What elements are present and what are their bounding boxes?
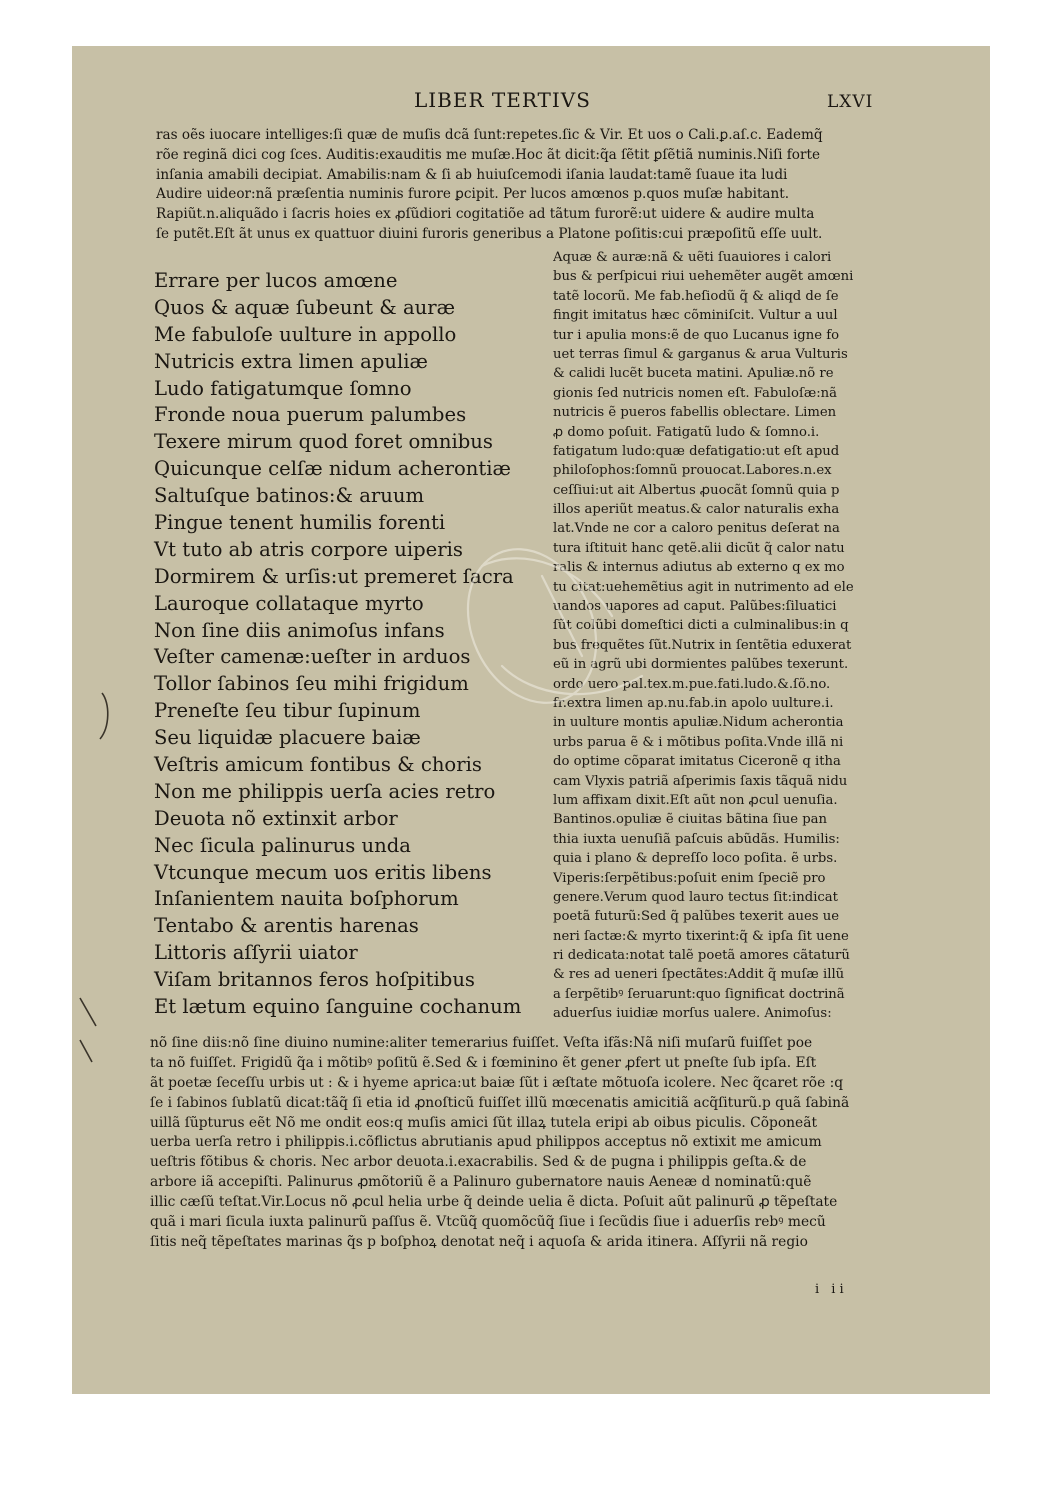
- running-title: LIBER TERTIVS: [414, 88, 591, 112]
- verse-line: Dormirem & urſis:ut premeret ſacra: [154, 564, 514, 588]
- commentary-line: ſitis neq̃ tẽpeſtates marinas q̃s p boſphoꝝ denotat neq̃ i aquoſa & arida itinera. Aſſyrii nã regio: [150, 1233, 808, 1250]
- commentary-line: poetã futurũ:Sed q̃ palũbes texerit aues ue: [553, 909, 840, 925]
- verse-line: Nutricis extra limen apuliæ: [154, 349, 428, 373]
- commentary-line: ſe i ſabinos ſublatũ dicat:tãq̃ ſi etia id ꝓnoſticũ fuiſſet illũ mœcenatis amicitiã acq̃ſiturũ.p quã ſabinã: [150, 1094, 850, 1111]
- commentary-line: ta nõ fuiſſet. Frigidũ q̃a i mõtibꝰ poſitũ ẽ.Sed & i fœminino ẽt gener ꝓfert ut pneſte ſub ipſa. Eſt: [150, 1054, 817, 1071]
- verse-line: Texere mirum quod foret omnibus: [154, 430, 493, 454]
- commentary-line: gionis ſed nutricis nomen eſt. Fabuloſæ:nã: [553, 385, 838, 401]
- commentary-line: ꝓ domo poſuit. Fatigatũ ludo & ſomno.i.: [553, 424, 820, 440]
- commentary-line: fatigatum ludo:quæ defatigatio:ut eſt apud: [553, 443, 840, 459]
- commentary-line: nutricis ẽ pueros fabellis oblectare. Limen: [553, 405, 837, 421]
- commentary-line: inſania amabili decipiat. Amabilis:nam & ſi ab huiuſcemodi iſania laudat:tamẽ ſuaue ita ludi: [156, 166, 788, 183]
- commentary-line: quã i mari ſicula iuxta palinurũ paſſus ẽ. Vtcũq̃ quomõcũq̃ ſiue i ſecũdis ſiue i aduerſis rebꝰ mecũ: [150, 1214, 826, 1231]
- verse-line: Preneſte ſeu tibur ſupinum: [154, 699, 421, 723]
- commentary-line: ãt poetæ ſeceſſu urbis ut : & i hyeme aprica:ut baiæ ſũt i æſtate mõtuoſa icolere. Nec q̃caret rõe :q: [150, 1074, 844, 1091]
- commentary-line: ri dedicata:notat talẽ poetã amores cãtaturũ: [553, 948, 850, 964]
- commentary-line: Rapiũt.n.aliquãdo i ſacris hoies ex ꝓſũdiori cogitatiõe ad tãtum furorẽ:ut uidere & audire multa: [156, 206, 815, 223]
- verse-line: Viſam britannos feros hoſpitibus: [154, 968, 475, 992]
- verse-line: Inſanientem nauita boſphorum: [154, 887, 459, 911]
- commentary-line: fr.extra limen ap.nu.fab.in apolo uulture.i.: [553, 695, 834, 711]
- commentary-line: ueſtris fõtibus & choris. Nec arbor deuota.i.exacrabilis. Sed & de pugna i philippis geſta.& de: [150, 1154, 807, 1171]
- commentary-line: eũ in agrũ ubi dormientes palũbes texerunt.: [553, 657, 849, 673]
- commentary-line: in uulture montis apuliæ.Nidum acherontia: [553, 715, 844, 731]
- commentary-line: Audire uideor:nã præſentia numinis furore ꝑcipit. Per lucos amœnos p.quos muſæ habitant.: [156, 186, 790, 203]
- verse-line: Nec ſicula palinurus unda: [154, 833, 411, 857]
- commentary-line: tur i apulia mons:ẽ de quo Lucanus igne fo: [553, 327, 840, 343]
- commentary-line: ralis & internus adiutus ab externo q ex mo: [553, 560, 845, 576]
- verse-line: Fronde noua puerum palumbes: [154, 403, 467, 427]
- verse-line: Veſtris amicum fontibus & choris: [154, 753, 482, 777]
- commentary-line: tura iſtituit hanc qetẽ.alii dicũt q̃ calor natu: [553, 540, 845, 556]
- verse-line: Quicunque celſæ nidum acherontiæ: [154, 457, 511, 481]
- commentary-line: uet terras ſimul & garganus & arua Vulturis: [553, 346, 848, 362]
- verse-line: Seu liquidæ placuere baiæ: [154, 726, 421, 750]
- commentary-line: philoſophos:ſomnũ prouocat.Labores.n.ex: [553, 463, 832, 479]
- folio-number: LXVI: [827, 92, 874, 112]
- signature-mark: i ii: [815, 1282, 848, 1297]
- verse-line: Me fabuloſe uulture in appollo: [154, 322, 457, 346]
- book-page: [72, 46, 990, 1394]
- commentary-line: tu citat:uehemẽtius agit in nutrimento ad ele: [553, 579, 854, 595]
- verse-line: Lauroque collataque myrto: [154, 591, 424, 615]
- top-commentary: [156, 126, 966, 245]
- commentary-line: Aquæ & auræ:nã & uẽti ſuauiores i calori: [553, 250, 832, 265]
- margin-bracket-mark: [96, 691, 116, 741]
- commentary-line: neri ſactæ:& myrto tixerint:q̃ & ipſa ſit uene: [553, 928, 849, 944]
- verse-line: Non ſine diis animoſus infans: [154, 618, 445, 642]
- verse-line: Quos & aquæ ſubeunt & auræ: [154, 295, 456, 319]
- commentary-line: & res ad ueneri ſpectãtes:Addit q̃ muſæ illũ: [553, 967, 845, 983]
- commentary-line: ceſſiui:ut ait Albertus ꝓuocãt ſomnũ quia p: [553, 482, 840, 498]
- commentary-line: aduerſus iuidiæ morſus ualere. Animoſus:: [553, 1006, 832, 1022]
- verse-line: Deuota nõ extinxit arbor: [154, 806, 398, 830]
- commentary-line: & calidi lucẽt buceta matini. Apuliæ.nõ re: [553, 366, 834, 382]
- verse-line: Non me philippis uerſa acies retro: [154, 779, 496, 803]
- commentary-line: a ſerpẽtibꝰ ſeruarunt:quo ſignificat doctrinã: [553, 986, 845, 1002]
- verse-line: Tollor ſabinos ſeu mihi frigidum: [154, 672, 469, 696]
- verse-line: Saltuſque batinos:& aruum: [154, 484, 425, 508]
- verse-line: Ludo fatigatumque ſomno: [154, 376, 412, 400]
- commentary-line: tatẽ locorũ. Me fab.heſiodũ q̃ & aliqd de ſe: [553, 288, 839, 304]
- commentary-line: cam Vlyxis patriã aſperimis ſaxis tãquã nidu: [553, 773, 848, 789]
- commentary-line: uillã ſũpturus eẽt Nõ me ondit eos:q muſis amici ſũt illaꝝ tutela eripi ab oibus piculis. Cõponeãt: [150, 1114, 817, 1131]
- commentary-line: ſe putẽt.Eſt ãt unus ex quattuor diuini furoris generibus a Platone poſitis:cui præpoſitũ eſſe uult.: [156, 225, 823, 242]
- verse-line: Vt tuto ab atris corpore uiperis: [154, 537, 463, 561]
- commentary-line: Viperis:ſerpẽtibus:poſuit enim ſpeciẽ pro: [553, 870, 826, 886]
- right-commentary: [553, 248, 925, 1024]
- verse-line: Vtcunque mecum uos eritis libens: [154, 860, 492, 884]
- verse-line: Et lætum equino ſanguine cochanum: [154, 995, 522, 1019]
- commentary-line: genere.Verum quod lauro tectus ſit:indicat: [553, 889, 838, 905]
- verse-line: Errare per lucos amœne: [154, 269, 398, 292]
- commentary-line: do optime cõparat imitatus Ciceronẽ q itha: [553, 754, 841, 770]
- verse-line: Pingue tenent humilis forenti: [154, 511, 446, 535]
- commentary-line: rõe reginã dici cog ſces. Auditis:exauditis me muſæ.Hoc ãt dicit:q̃a ſẽtit ꝑſẽtiã numinis.Niſi forte: [156, 146, 820, 163]
- poem-verses: [154, 268, 554, 1021]
- commentary-line: uandos uapores ad caput. Palũbes:ſiluatici: [553, 599, 837, 615]
- commentary-line: lat.Vnde ne cor a caloro penitus deſerat na: [553, 521, 840, 537]
- commentary-line: ſũt colũbi domeſtici dicti a culminalibus:in q: [553, 618, 849, 634]
- commentary-line: uerba uerſa retro i philippis.i.cõflictus abrutianis apud philippos acceptus nõ extixit me amicum: [150, 1134, 822, 1151]
- commentary-line: illic cæſũ teſtat.Vir.Locus nõ ꝓcul helia urbe q̃ deinde uelia ẽ dicta. Poſuit aũt palinurũ ꝓ tẽpeſtate: [150, 1194, 838, 1211]
- bottom-commentary: [150, 1034, 968, 1253]
- commentary-line: arbore iã accepiſti. Palinurus ꝓmõtoriũ ẽ a Palinuro gubernatore nauis Aeneæ d nominatũ:quẽ: [150, 1174, 812, 1191]
- commentary-line: urbs parua ẽ & i mõtibus poſita.Vnde illã ni: [553, 734, 844, 750]
- page-header: [72, 88, 990, 118]
- commentary-line: lum affixam dixit.Eſt aũt non ꝓcul uenuſia.: [553, 792, 838, 808]
- commentary-line: ras oẽs iuocare intelliges:ſi quæ de muſis dcã ſunt:repetes.ſic & Vir. Et uos o Cali.ꝑ.aſ.c. Eademq̃: [156, 127, 823, 143]
- verse-line: Littoris aſſyrii uiator: [154, 941, 358, 965]
- commentary-line: quia i plano & depreſſo loco poſita. ẽ urbs.: [553, 851, 838, 867]
- commentary-line: ordo uero pal.tex.m.pue.fati.ludo.&.ſõ.no.: [553, 676, 831, 692]
- verse-line: Tentabo & arentis harenas: [154, 914, 419, 938]
- verse-line: Veſter camenæ:ueſter in arduos: [154, 645, 471, 669]
- commentary-line: bus & perſpicui riui uehemẽter augẽt amœni: [553, 269, 854, 285]
- commentary-line: Bantinos.opuliæ ẽ ciuitas bãtina ſiue pan: [553, 812, 828, 828]
- commentary-line: thia iuxta uenuſiã paſcuis abũdãs. Humilis:: [553, 831, 840, 847]
- commentary-line: illos aperiũt meatus.& calor naturalis exha: [553, 502, 840, 518]
- commentary-line: nõ ſine diis:nõ ſine diuino numine:aliter temerarius fuiſſet. Veſta ifãs:Nã niſi muſarũ fuiſſet poe: [150, 1035, 813, 1051]
- commentary-line: bus frequẽtes ſũt.Nutrix in ſentẽtia eduxerat: [553, 637, 852, 653]
- commentary-line: fingit imitatus hæc cõminiſcit. Vultur a uul: [553, 308, 838, 324]
- margin-bracket-mark: [76, 996, 106, 1066]
